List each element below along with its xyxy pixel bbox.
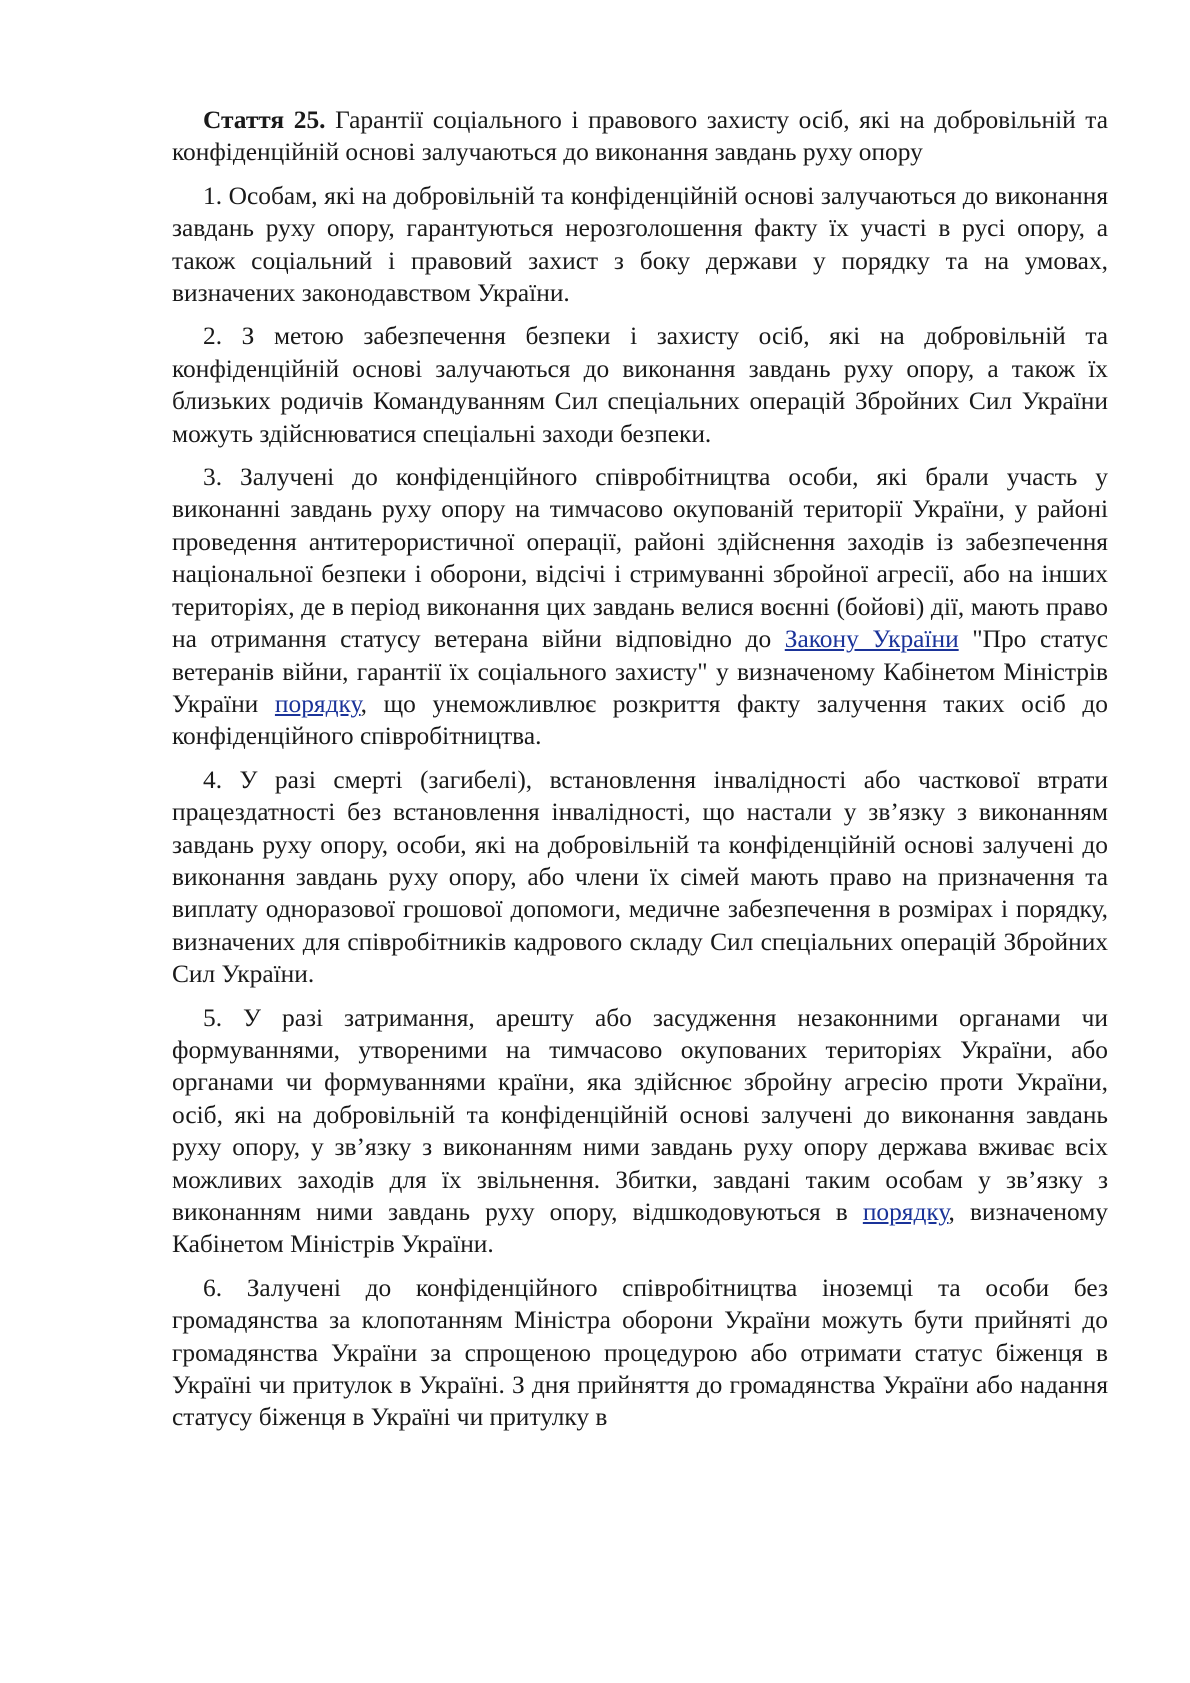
paragraph-3-text-a: 3. Залучені до конфіденційного співробітництва особи, які брали участь у виконанні завдань руху опору на тимчасово окупованій території України, у районі проведення антитерористичної операції, районі здійснення заходів із забезпечення національної безпеки і оборони, відсічі і стримуванні збройної агресії, або на інших територіях, де в період виконання цих завдань велися воєнні (бойові) дії, мають право на отримання статусу ветерана війни відповідно до xyxy=(172,463,1108,654)
paragraph-5-text-b: , визначеному Кабінетом Міністрів України. xyxy=(172,1198,1108,1259)
paragraph-2: 2. З метою забезпечення безпеки і захисту осіб, які на добровільній та конфіденційній основі залучаються до виконання завдань руху опору, а також їх близьких родичів Командуванням Сил спеціальних операцій Збройних Сил України можуть здійснюватися спеціальні заходи безпеки. xyxy=(172,322,1108,448)
paragraph-5-text-a: 5. У разі затримання, арешту або засудження незаконними органами чи формуваннями, утвореними на тимчасово окупованих територіях України, або органами чи формуваннями країни, яка здійснює збройну агресію проти України, осіб, які на добровільній та конфіденційній основі залучені до виконання завдань руху опору, у зв’язку з виконанням ними завдань руху опору держава вживає всіх можливих заходів для їх звільнення. Збитки, завдані таким особам у зв’язку з виконанням ними завдань руху опору, відшкодовуються в xyxy=(172,1003,1108,1226)
article-title: Гарантії соціального і правового захисту осіб, які на добровільній та конфіденційній основі залучаються до виконання завдань руху опору xyxy=(172,106,1108,167)
paragraph-6: 6. Залучені до конфіденційного співробітництва іноземці та особи без громадянства за клопотанням Міністра оборони України можуть бути прийняті до громадянства України за спрощеною процедурою або отримати статус біженця в Україні чи притулок в Україні. З дня прийняття до громадянства України або надання статусу біженця в Україні чи притулку в xyxy=(172,1273,1108,1432)
procedure-link-2[interactable]: порядку xyxy=(862,1198,949,1226)
paragraph-1: 1. Особам, які на добровільній та конфіденційній основі залучаються до виконання завдань руху опору, гарантуються нерозголошення факту їх участі в русі опору, а також соціальний і правовий захист з боку держави у порядку та на умовах, визначених законодавством України. xyxy=(172,181,1108,308)
article-label: Стаття 25. xyxy=(203,106,326,134)
paragraph-5 xyxy=(172,1002,1108,1261)
procedure-link[interactable]: порядку xyxy=(274,689,361,718)
article-heading xyxy=(172,104,1108,169)
document-page xyxy=(172,104,1108,1445)
law-link[interactable]: Закону України xyxy=(784,625,959,654)
paragraph-4: 4. У разі смерті (загибелі), встановлення інвалідності або часткової втрати працездатності без встановлення інвалідності, що настали у зв’язку з виконанням завдань руху опору, особи, які на добровільній та конфіденційній основі залучені до виконання завдань руху опору, або члени їх сімей мають право на призначення та виплату одноразової грошової допомоги, медичне забезпечення в розмірах і порядку, визначених для співробітників кадрового складу Сил спеціальних операцій Збройних Сил України. xyxy=(172,765,1108,989)
paragraph-3 xyxy=(172,461,1108,753)
paragraph-3-text-b: "Про статус ветеранів війни, гарантії їх соціального захисту" у визначеному Кабінетом Міністрів України xyxy=(172,625,1108,718)
paragraph-3-text-c: , що унеможливлює розкриття факту залучення таких осіб до конфіденційного співробітництва. xyxy=(172,689,1108,751)
